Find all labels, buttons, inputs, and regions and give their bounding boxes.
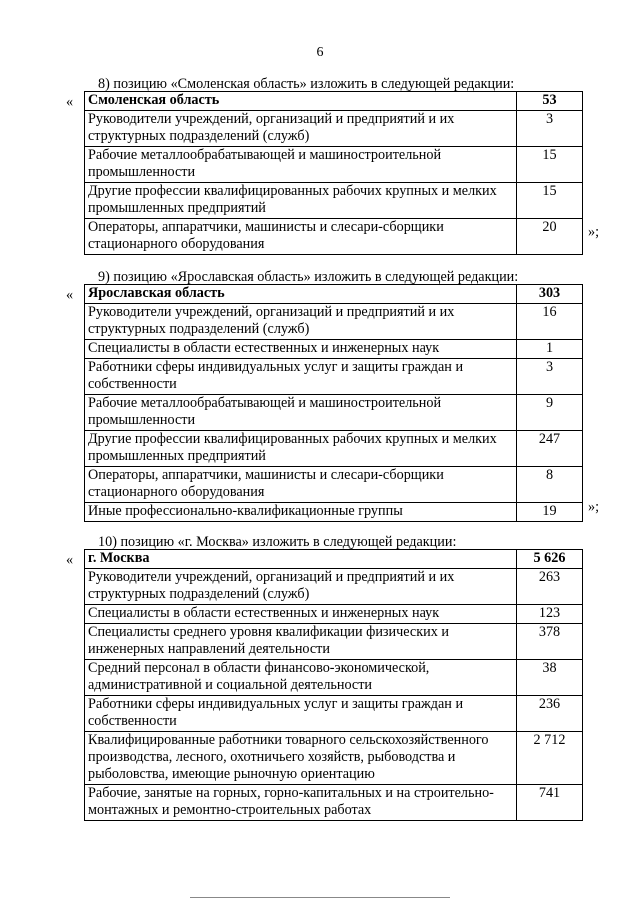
row-value: 2 712 <box>517 732 583 785</box>
row-label: Квалифицированные работники товарного сельскохозяйственного производства, лесного, охотничьего хозяйств, рыбоводства и рыболовства, имеющие рыночную ориентацию <box>85 732 517 785</box>
row-value: 236 <box>517 696 583 732</box>
table-row <box>85 304 583 340</box>
page-number: 6 <box>316 45 324 60</box>
section-intro: 9) позицию «Ярославская область» изложить в следующей редакции: <box>98 269 519 285</box>
row-label: Иные профессионально-квалификационные группы <box>85 503 517 522</box>
section-intro: 10) позицию «г. Москва» изложить в следующей редакции: <box>98 534 457 550</box>
row-value: 3 <box>517 111 583 147</box>
table-row <box>85 696 583 732</box>
table-header-row <box>85 285 583 304</box>
row-label: Другие профессии квалифицированных рабочих крупных и мелких промышленных предприятий <box>85 431 517 467</box>
table-row <box>85 605 583 624</box>
row-label: Руководители учреждений, организаций и предприятий и их структурных подразделений (служб) <box>85 569 517 605</box>
table-row <box>85 569 583 605</box>
table-header-row <box>85 550 583 569</box>
row-value: 38 <box>517 660 583 696</box>
region-name: Ярославская область <box>85 285 517 304</box>
region-total: 303 <box>517 285 583 304</box>
section-intro: 8) позицию «Смоленская область» изложить в следующей редакции: <box>98 76 515 92</box>
row-label: Специалисты среднего уровня квалификации физических и инженерных направлений деятельности <box>85 624 517 660</box>
row-value: 1 <box>517 340 583 359</box>
table-header-row <box>85 92 583 111</box>
table-row <box>85 183 583 219</box>
row-label: Рабочие металлообрабатывающей и машиностроительной промышленности <box>85 147 517 183</box>
scan-edge-line <box>190 897 450 898</box>
table-row <box>85 785 583 821</box>
table-row <box>85 395 583 431</box>
row-value: 19 <box>517 503 583 522</box>
position-table <box>84 549 583 821</box>
table-row <box>85 147 583 183</box>
table-row <box>85 503 583 522</box>
row-label: Рабочие металлообрабатывающей и машиностроительной промышленности <box>85 395 517 431</box>
row-label: Другие профессии квалифицированных рабочих крупных и мелких промышленных предприятий <box>85 183 517 219</box>
table-row <box>85 660 583 696</box>
region-total: 53 <box>517 92 583 111</box>
row-value: 3 <box>517 359 583 395</box>
row-value: 20 <box>517 219 583 255</box>
row-value: 9 <box>517 395 583 431</box>
table-row <box>85 340 583 359</box>
region-name: г. Москва <box>85 550 517 569</box>
close-quote: »; <box>588 499 600 515</box>
row-label: Операторы, аппаратчики, машинисты и слесари-сборщики стационарного оборудования <box>85 219 517 255</box>
row-label: Специалисты в области естественных и инженерных наук <box>85 340 517 359</box>
row-value: 8 <box>517 467 583 503</box>
region-total: 5 626 <box>517 550 583 569</box>
table-row <box>85 111 583 147</box>
row-value: 15 <box>517 147 583 183</box>
open-quote: « <box>66 552 74 568</box>
row-value: 247 <box>517 431 583 467</box>
table-row <box>85 732 583 785</box>
open-quote: « <box>66 287 74 303</box>
row-label: Работники сферы индивидуальных услуг и защиты граждан и собственности <box>85 359 517 395</box>
table-row <box>85 431 583 467</box>
position-table <box>84 91 583 255</box>
row-label: Средний персонал в области финансово-экономической, административной и социальной деятельности <box>85 660 517 696</box>
open-quote: « <box>66 94 74 110</box>
table-row <box>85 467 583 503</box>
row-value: 263 <box>517 569 583 605</box>
row-value: 378 <box>517 624 583 660</box>
table-row <box>85 359 583 395</box>
row-value: 15 <box>517 183 583 219</box>
table-row <box>85 624 583 660</box>
row-label: Операторы, аппаратчики, машинисты и слесари-сборщики стационарного оборудования <box>85 467 517 503</box>
row-label: Руководители учреждений, организаций и предприятий и их структурных подразделений (служб) <box>85 111 517 147</box>
row-label: Работники сферы индивидуальных услуг и защиты граждан и собственности <box>85 696 517 732</box>
row-label: Рабочие, занятые на горных, горно-капитальных и на строительно-монтажных и ремонтно-строительных работах <box>85 785 517 821</box>
position-table <box>84 284 583 522</box>
table-row <box>85 219 583 255</box>
row-value: 741 <box>517 785 583 821</box>
close-quote: »; <box>588 224 600 240</box>
row-label: Руководители учреждений, организаций и предприятий и их структурных подразделений (служб) <box>85 304 517 340</box>
row-label: Специалисты в области естественных и инженерных наук <box>85 605 517 624</box>
row-value: 16 <box>517 304 583 340</box>
region-name: Смоленская область <box>85 92 517 111</box>
row-value: 123 <box>517 605 583 624</box>
